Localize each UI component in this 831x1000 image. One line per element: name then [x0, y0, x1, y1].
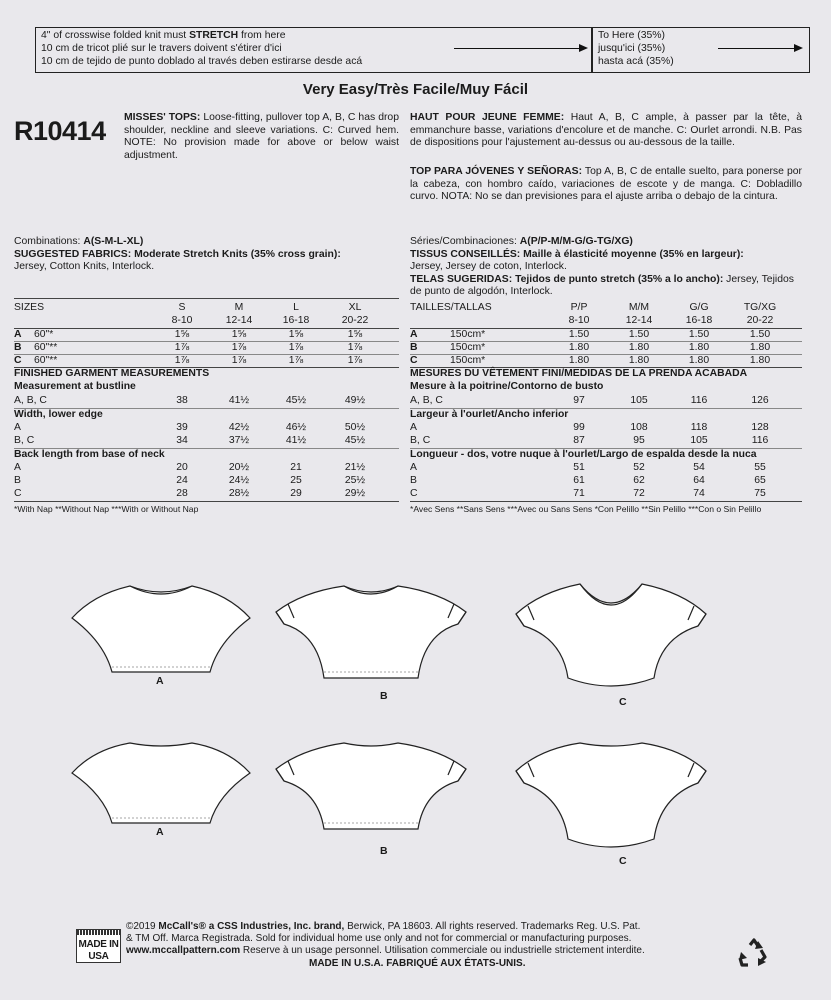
- front-view-c-illustration: [508, 578, 714, 688]
- finished-title-en: FINISHED GARMENT MEASUREMENTS: [14, 368, 210, 379]
- measure-cell: 21: [290, 462, 302, 473]
- measure-cell: 20½: [228, 462, 250, 473]
- yardage-cell: 1⅞: [231, 355, 247, 366]
- to-here-fr: jusqu'ici (35%): [598, 43, 666, 54]
- yardage-view-b-en: B: [14, 342, 22, 353]
- measure-cell: 24: [176, 475, 188, 486]
- measure-cell: 45½: [344, 435, 366, 446]
- view-label-b-back: B: [380, 845, 388, 857]
- measure-group-title-fr: Mesure à la poitrine/Contorno de busto: [410, 381, 604, 392]
- measure-label-fr: C: [410, 488, 418, 499]
- size-range-fr: 16-18: [685, 315, 713, 326]
- finished-title-fr: MESURES DU VÊTEMENT FINI/MEDIDAS DE LA PRENDA ACABADA: [410, 368, 748, 379]
- measure-group-title-en: Back length from base of neck: [14, 449, 165, 460]
- measure-cell: 87: [573, 435, 585, 446]
- suggested-fabrics-es: TELAS SUGERIDAS: Tejidos de punto stretch (35% a lo ancho): Jersey, Tejidos de punto de algodón, Interlock.: [410, 273, 794, 298]
- measure-cell: 54: [693, 462, 705, 473]
- yardage-cell: 1⅞: [347, 342, 363, 353]
- front-view-b-illustration: [268, 578, 474, 684]
- yardage-cell: 1⅞: [288, 355, 304, 366]
- measure-cell: 128: [751, 422, 769, 433]
- yardage-cell: 1.80: [749, 342, 771, 353]
- measure-cell: 99: [573, 422, 585, 433]
- website-link[interactable]: www.mccallpattern.com: [126, 945, 241, 957]
- stretch-divider: [591, 28, 593, 72]
- nap-footnote-en: *With Nap **Without Nap ***With or Without Nap: [14, 504, 199, 514]
- description-fr: HAUT POUR JEUNE FEMME: Haut A, B, C ample, à passer par la tête, à emmanchure basse, variations d'encolure et de manche. C: Ourlet arrondi. N.B. Pas de dispositions pour l'ajustement au-dessus ou au-dessous de la taille.: [410, 112, 802, 149]
- combinations-fr: Séries/Combinaciones: A(P/P-M/M-G/G-TG/XG): [410, 236, 633, 247]
- pattern-number: R10414: [14, 116, 106, 146]
- measure-cell: 52: [633, 462, 645, 473]
- size-col-en: S: [178, 302, 186, 313]
- measure-cell: 41½: [285, 435, 307, 446]
- yardage-cell: 1.50: [568, 329, 590, 340]
- size-range-fr: 12-14: [625, 315, 653, 326]
- measure-cell: 28: [176, 488, 188, 499]
- fabric-width-fr: 150cm*: [450, 355, 486, 366]
- stretch-arrow-right: [718, 48, 801, 49]
- nap-footnote-fr: *Avec Sens **Sans Sens ***Avec ou Sans Sens *Con Pelillo **Sin Pelillo ***Con o Sin Pelillo: [410, 504, 762, 514]
- measure-cell: 20: [176, 462, 188, 473]
- back-view-b-illustration: [268, 735, 474, 835]
- fabrics-fr: [410, 236, 802, 299]
- yardage-cell: 1⅞: [231, 342, 247, 353]
- measure-cell: 74: [693, 488, 705, 499]
- yardage-cell: 1.50: [628, 329, 650, 340]
- view-label-c-front: C: [619, 696, 627, 708]
- yardage-cell: 1.80: [749, 355, 771, 366]
- measure-cell: 46½: [285, 422, 307, 433]
- size-range-fr: 20-22: [746, 315, 774, 326]
- measure-cell: 29½: [344, 488, 366, 499]
- yardage-cell: 1.80: [688, 342, 710, 353]
- yardage-view-c-en: C: [14, 355, 22, 366]
- measure-cell: 95: [633, 435, 645, 446]
- back-view-c-illustration: [508, 735, 714, 851]
- measure-cell: 28½: [228, 488, 250, 499]
- measure-label-fr: A, B, C: [410, 395, 443, 406]
- measure-cell: 72: [633, 488, 645, 499]
- measure-cell: 126: [751, 395, 769, 406]
- measure-cell: 55: [754, 462, 766, 473]
- yardage-cell: 1⅞: [347, 355, 363, 366]
- fabric-width-en: 60"*: [34, 329, 54, 340]
- stretch-gauge: [35, 27, 810, 73]
- copyright-line-2: & TM Off. Marca Registrada. Sold for individual home use only and not for commercial or manufacturing purposes.: [126, 933, 632, 945]
- measure-cell: 41½: [228, 395, 250, 406]
- measure-cell: 62: [633, 475, 645, 486]
- stretch-line-3: 10 cm de tejido de punto doblado al través deben estirarse desde acá: [41, 56, 363, 67]
- measure-label-en: A: [14, 462, 21, 473]
- measure-group-title-fr: Largeur à l'ourlet/Ancho inferior: [410, 409, 569, 420]
- stretch-line-2: 10 cm de tricot plié sur le travers doivent s'étirer d'ici: [41, 43, 282, 54]
- yardage-view-b-fr: B: [410, 342, 418, 353]
- measure-cell: 45½: [285, 395, 307, 406]
- copyright-block: [126, 921, 766, 970]
- description-en: MISSES' TOPS: Loose-fitting, pullover top A, B, C has drop shoulder, neckline and sleeve variations. C: Curved hem. NOTE: No provision made for above or below waist adjustment.: [124, 112, 399, 161]
- yardage-view-c-fr: C: [410, 355, 418, 366]
- size-range-fr: 8-10: [568, 315, 590, 326]
- size-col-en: XL: [348, 302, 362, 313]
- fabric-width-fr: 150cm*: [450, 342, 486, 353]
- size-range-en: 8-10: [171, 315, 193, 326]
- view-label-a-back: A: [156, 826, 164, 838]
- made-in-usa-text: MADE IN USA: [78, 939, 119, 962]
- table-rule-top-en: [14, 298, 399, 299]
- recycle-icon: [737, 938, 771, 970]
- measure-cell: 64: [693, 475, 705, 486]
- measure-cell: 71: [573, 488, 585, 499]
- made-in-usa-badge: [76, 929, 121, 963]
- yardage-cell: 1⅝: [288, 329, 304, 340]
- measure-cell: 108: [630, 422, 648, 433]
- measure-cell: 34: [176, 435, 188, 446]
- size-col-en: M: [234, 302, 244, 313]
- measure-label-en: A, B, C: [14, 395, 47, 406]
- sizes-label-en: SIZES: [14, 302, 45, 313]
- measure-cell: 105: [630, 395, 648, 406]
- measure-cell: 25½: [344, 475, 366, 486]
- to-here-en: To Here (35%): [598, 30, 665, 41]
- measure-cell: 49½: [344, 395, 366, 406]
- measure-cell: 24½: [228, 475, 250, 486]
- measure-label-en: B: [14, 475, 21, 486]
- measure-cell: 116: [751, 435, 769, 446]
- yardage-cell: 1.80: [568, 342, 590, 353]
- yardage-cell: 1.50: [749, 329, 771, 340]
- measure-cell: 75: [754, 488, 766, 499]
- yardage-cell: 1⅝: [231, 329, 247, 340]
- yardage-cell: 1.80: [628, 355, 650, 366]
- size-col-fr: M/M: [628, 302, 650, 313]
- copyright-line-4: MADE IN U.S.A. FABRIQUÉ AUX ÉTATS-UNIS.: [309, 957, 526, 969]
- fabrics-en: [14, 236, 399, 274]
- fabric-width-en: 60"**: [34, 355, 58, 366]
- view-label-c-back: C: [619, 855, 627, 867]
- measure-cell: 21½: [344, 462, 366, 473]
- front-view-a-illustration: [68, 578, 254, 676]
- view-label-b-front: B: [380, 690, 388, 702]
- fabric-width-fr: 150cm*: [450, 329, 486, 340]
- table-rule-bottom-fr: [410, 501, 802, 502]
- size-range-en: 20-22: [341, 315, 369, 326]
- back-view-a-illustration: [68, 735, 254, 827]
- measure-cell: 50½: [344, 422, 366, 433]
- measure-cell: 38: [176, 395, 188, 406]
- to-here-es: hasta acá (35%): [598, 56, 674, 67]
- yardage-cell: 1.50: [688, 329, 710, 340]
- size-col-fr: P/P: [570, 302, 588, 313]
- size-range-en: 16-18: [282, 315, 310, 326]
- measure-label-en: A: [14, 422, 21, 433]
- yardage-cell: 1⅞: [174, 342, 190, 353]
- flag-stripes: [77, 930, 120, 935]
- fabrics-list-en: Jersey, Cotton Knits, Interlock.: [14, 261, 155, 273]
- yardage-cell: 1⅝: [174, 329, 190, 340]
- suggested-fabrics-fr: TISSUS CONSEILLÉS: Maille à élasticité moyenne (35% en largeur):: [410, 248, 744, 260]
- size-range-en: 12-14: [225, 315, 253, 326]
- copyright-line-3: www.mccallpattern.com Reserve à un usage personnel. Utilisation commerciale ou industrielle strictement interdite.: [126, 945, 645, 957]
- stretch-line-1: 4" of crosswise folded knit must STRETCH from here: [41, 30, 286, 41]
- measure-label-en: C: [14, 488, 22, 499]
- size-col-fr: TG/XG: [743, 302, 777, 313]
- measure-cell: 37½: [228, 435, 250, 446]
- measure-cell: 105: [690, 435, 708, 446]
- difficulty-title: Very Easy/Très Facile/Muy Fácil: [302, 81, 529, 98]
- yardage-cell: 1⅞: [288, 342, 304, 353]
- description-es: TOP PARA JÓVENES Y SEÑORAS: Top A, B, C de entalle suelto, para ponerse por la cabeza, con hombro caído, variaciones de escote y de manga. C: Dobladillo curvo. NOTA: No se dan previsiones para el ajuste arriba o debajo de la cintura.: [410, 166, 802, 203]
- yardage-cell: 1.80: [628, 342, 650, 353]
- measure-label-en: B, C: [14, 435, 35, 446]
- measure-cell: 25: [290, 475, 302, 486]
- combinations-en: Combinations: A(S-M-L-XL): [14, 236, 144, 247]
- measure-group-title-en: Measurement at bustline: [14, 381, 136, 392]
- measure-cell: 39: [176, 422, 188, 433]
- measure-label-fr: B, C: [410, 435, 431, 446]
- yardage-view-a-en: A: [14, 329, 22, 340]
- measure-group-title-en: Width, lower edge: [14, 409, 103, 420]
- size-col-en: L: [293, 302, 299, 313]
- measure-cell: 118: [690, 422, 708, 433]
- view-label-a-front: A: [156, 675, 164, 687]
- measure-group-title-fr: Longueur - dos, votre nuque à l'ourlet/Largo de espalda desde la nuca: [410, 449, 757, 460]
- measure-label-fr: A: [410, 462, 417, 473]
- measure-cell: 65: [754, 475, 766, 486]
- yardage-cell: 1⅞: [174, 355, 190, 366]
- suggested-fabrics-en: SUGGESTED FABRICS: Moderate Stretch Knits (35% cross grain):: [14, 248, 341, 260]
- measure-cell: 61: [573, 475, 585, 486]
- measure-cell: 116: [690, 395, 708, 406]
- measure-label-fr: A: [410, 422, 417, 433]
- yardage-cell: 1.80: [568, 355, 590, 366]
- table-rule-bottom-en: [14, 501, 399, 502]
- sizes-label-fr: TAILLES/TALLAS: [410, 302, 492, 313]
- size-col-fr: G/G: [689, 302, 709, 313]
- yardage-view-a-fr: A: [410, 329, 418, 340]
- measure-cell: 29: [290, 488, 302, 499]
- measure-cell: 51: [573, 462, 585, 473]
- yardage-cell: 1⅝: [347, 329, 363, 340]
- fabrics-list-fr: Jersey, Jersey de coton, Interlock.: [410, 261, 567, 273]
- measure-label-fr: B: [410, 475, 417, 486]
- stretch-arrow-left: [454, 48, 586, 49]
- measure-cell: 97: [573, 395, 585, 406]
- fabric-width-en: 60"**: [34, 342, 58, 353]
- measure-cell: 42½: [228, 422, 250, 433]
- yardage-cell: 1.80: [688, 355, 710, 366]
- copyright-line-1: ©2019 McCall's® a CSS Industries, Inc. brand, Berwick, PA 18603. All rights reserved. Trademarks Reg. U.S. Pat.: [126, 921, 641, 932]
